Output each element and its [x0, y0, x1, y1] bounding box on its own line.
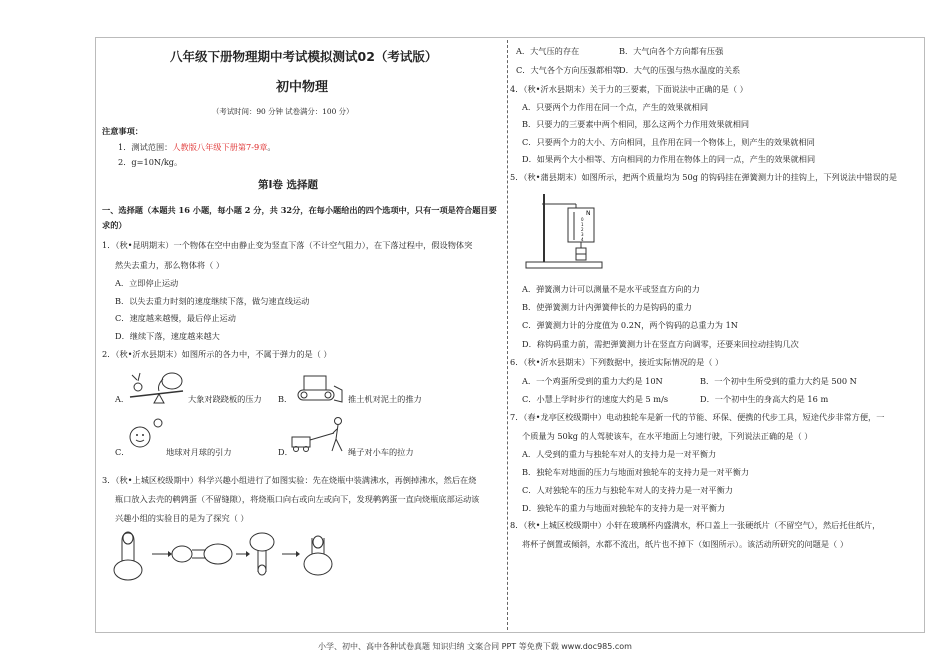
q7-option-d: D．独轮车的重力与地面对独轮车的支持力是一对平衡力 — [522, 503, 726, 513]
subject-title: 初中物理 — [276, 80, 329, 95]
q2-stem: 2．（秋•沂水县期末）如图所示的各力中，不属于弹力的是（ ） — [102, 349, 332, 359]
elephant-seesaw-figure — [128, 365, 188, 405]
q2-option-b-letter: B． — [278, 394, 293, 404]
q7-option-a: A．人受到的重力与独轮车对人的支持力是一对平衡力 — [522, 449, 717, 459]
q3-stem-1: 3．（秋•上城区校级期中）科学兴趣小组进行了如图实验：先在烧瓶中装满沸水，再倒掉沸水，然后在烧 — [102, 475, 477, 485]
q1-option-c: C．速度越来越慢，最后停止运动 — [115, 313, 236, 323]
q1-stem-2: 然失去重力，那么物体将（ ） — [115, 260, 225, 270]
q1-option-b: B．以失去重力时刻的速度继续下落，做匀速直线运动 — [115, 296, 310, 306]
q6-option-b: B．一个初中生所受到的重力大约是 500 N — [700, 376, 857, 386]
q8-stem-2: 将杯子倒置或倾斜，水都不流出，纸片也不掉下（如图所示）。该活动所研究的问题是（ ） — [522, 539, 849, 549]
q3-option-a: A．大气压的存在 — [516, 46, 580, 56]
notes-item-2: 2．g=10N/kg。 — [118, 157, 183, 167]
q1-option-d: D．继续下落，速度越来越大 — [115, 331, 220, 341]
rope-cart-figure — [290, 415, 350, 457]
q1-stem-1: 1．（秋•昆明期末）一个物体在空中由静止变为竖直下落（不计空气阻力），在下落过程中，假设物体突 — [102, 240, 473, 250]
q5-option-d: D．称钩码重力前，需把弹簧测力计在竖直方向调零，还要来回拉动挂钩几次 — [522, 339, 799, 349]
q4-option-c: C．只要两个力的大小、方向相同，且作用在同一个物体上，则产生的效果就相同 — [522, 137, 815, 147]
notes-heading: 注意事项： — [102, 126, 143, 136]
q3-stem-3: 兴趣小组的实验目的是为了探究（ ） — [115, 513, 249, 523]
q2-option-d-letter: D． — [278, 447, 293, 457]
section-instruction-2: 求的） — [102, 220, 127, 230]
q2-option-a-text: 大象对跷跷板的压力 — [188, 394, 262, 404]
section-title: 第Ⅰ卷 选择题 — [258, 179, 319, 191]
q4-option-b: B．只要力的三要素中两个相同，那么这两个力作用效果就相同 — [522, 119, 750, 129]
bulldozer-figure — [290, 368, 346, 406]
scale-tick-0: 0 — [581, 217, 584, 222]
section-instruction-1: 一、选择题（本题共 16 小题，每小题 2 分，共 32分，在每小题给出的四个选项中，只有一项是符合题目要 — [102, 205, 497, 215]
q6-option-c: C．小慧上学时步行的速度大约是 5 m/s — [522, 394, 669, 404]
q2-option-a-letter: A． — [115, 394, 130, 404]
scale-tick-1: 1 — [581, 222, 584, 227]
spring-scale-figure — [524, 190, 614, 270]
notes-item-1 — [118, 142, 276, 152]
q1-option-a: A．立即停止运动 — [115, 278, 179, 288]
q5-option-b: B．使弹簧测力计内弹簧伸长的力是钩码的重力 — [522, 302, 692, 312]
flask-egg-figure — [112, 528, 372, 583]
q5-stem: 5．（秋•蒲县期末）如图所示，把两个质量均为 50g 的钩码挂在弹簧测力计的挂钩上，下列说法中错误的是 — [510, 172, 898, 182]
q6-option-d: D．一个初中生的身高大约是 16 m — [700, 394, 829, 404]
q3-option-c: C．大气各个方向压强都相等 — [516, 65, 621, 75]
q8-stem-1: 8．（秋•上城区校级期中）小轩在玻璃杯内盛满水，杯口盖上一张硬纸片（不留空气），然后托住纸片， — [510, 520, 881, 530]
q7-option-b: B．独轮车对地面的压力与地面对独轮车的支持力是一对平衡力 — [522, 467, 750, 477]
q5-option-a: A．弹簧测力计可以测量不是水平或竖直方向的力 — [522, 284, 700, 294]
q6-option-a: A．一个鸡蛋所受到的重力大约是 10N — [522, 376, 663, 386]
q4-option-a: A．只要两个力作用在同一个点，产生的效果就相同 — [522, 102, 709, 112]
q7-stem-2: 个质量为 50kg 的人驾驶该车，在水平地面上匀速行驶，下列说法正确的是（ ） — [522, 431, 813, 441]
q4-option-d: D．如果两个大小相等、方向相同的力作用在物体上的同一点，产生的效果就相同 — [522, 154, 816, 164]
q5-option-c: C．弹簧测力计的分度值为 0.2N，两个钩码的总重力为 1N — [522, 320, 738, 330]
q3-option-b: B．大气向各个方向都有压强 — [619, 46, 724, 56]
scale-tick-2: 2 — [581, 227, 584, 232]
test-range: 人教版八年级下册第7-9章 — [172, 142, 268, 152]
notes-item-1-prefix: 1．测试范围： — [118, 142, 173, 152]
q7-option-c: C．人对独轮车的压力与独轮车对人的支持力是一对平衡力 — [522, 485, 733, 495]
page-footer: 小学、初中、高中各种试卷真题 知识归纳 文案合同 PPT 等免费下载 www.doc985.com — [318, 642, 632, 651]
earth-moon-figure — [126, 415, 166, 455]
q3-option-d: D．大气的压强与热水温度的关系 — [619, 65, 741, 75]
scale-tick-4: 4 — [581, 237, 584, 242]
q2-option-b-text: 推土机对泥土的推力 — [348, 394, 422, 404]
q2-option-d-text: 绳子对小车的拉力 — [348, 447, 414, 457]
scale-unit-label: N — [586, 210, 591, 217]
q6-stem: 6．（秋•沂水县期末）下列数据中，接近实际情况的是（ ） — [510, 357, 724, 367]
q3-stem-2: 瓶口放入去壳的鹌鹑蛋（不留缝隙），将烧瓶口向右或向左或向下，发现鹌鹑蛋一直向烧瓶底部运动该 — [115, 494, 480, 504]
q2-option-c-text: 地球对月球的引力 — [166, 447, 232, 457]
q4-stem: 4．（秋•沂水县期末）关于力的三要素，下面说法中正确的是（ ） — [510, 84, 748, 94]
notes-item-1-suffix: 。 — [267, 142, 276, 152]
scale-tick-3: 3 — [581, 232, 584, 237]
exam-title: 八年级下册物理期中考试模拟测试02（考试版） — [170, 49, 438, 64]
column-divider — [507, 40, 508, 630]
exam-info: （考试时间：90 分钟 试卷满分：100 分） — [212, 107, 354, 116]
q2-option-c-letter: C． — [115, 447, 130, 457]
q7-stem-1: 7．（春•龙亭区校级期中）电动独轮车是新一代的节能、环保、便携的代步工具，短途代步非常方便，一 — [510, 412, 885, 422]
